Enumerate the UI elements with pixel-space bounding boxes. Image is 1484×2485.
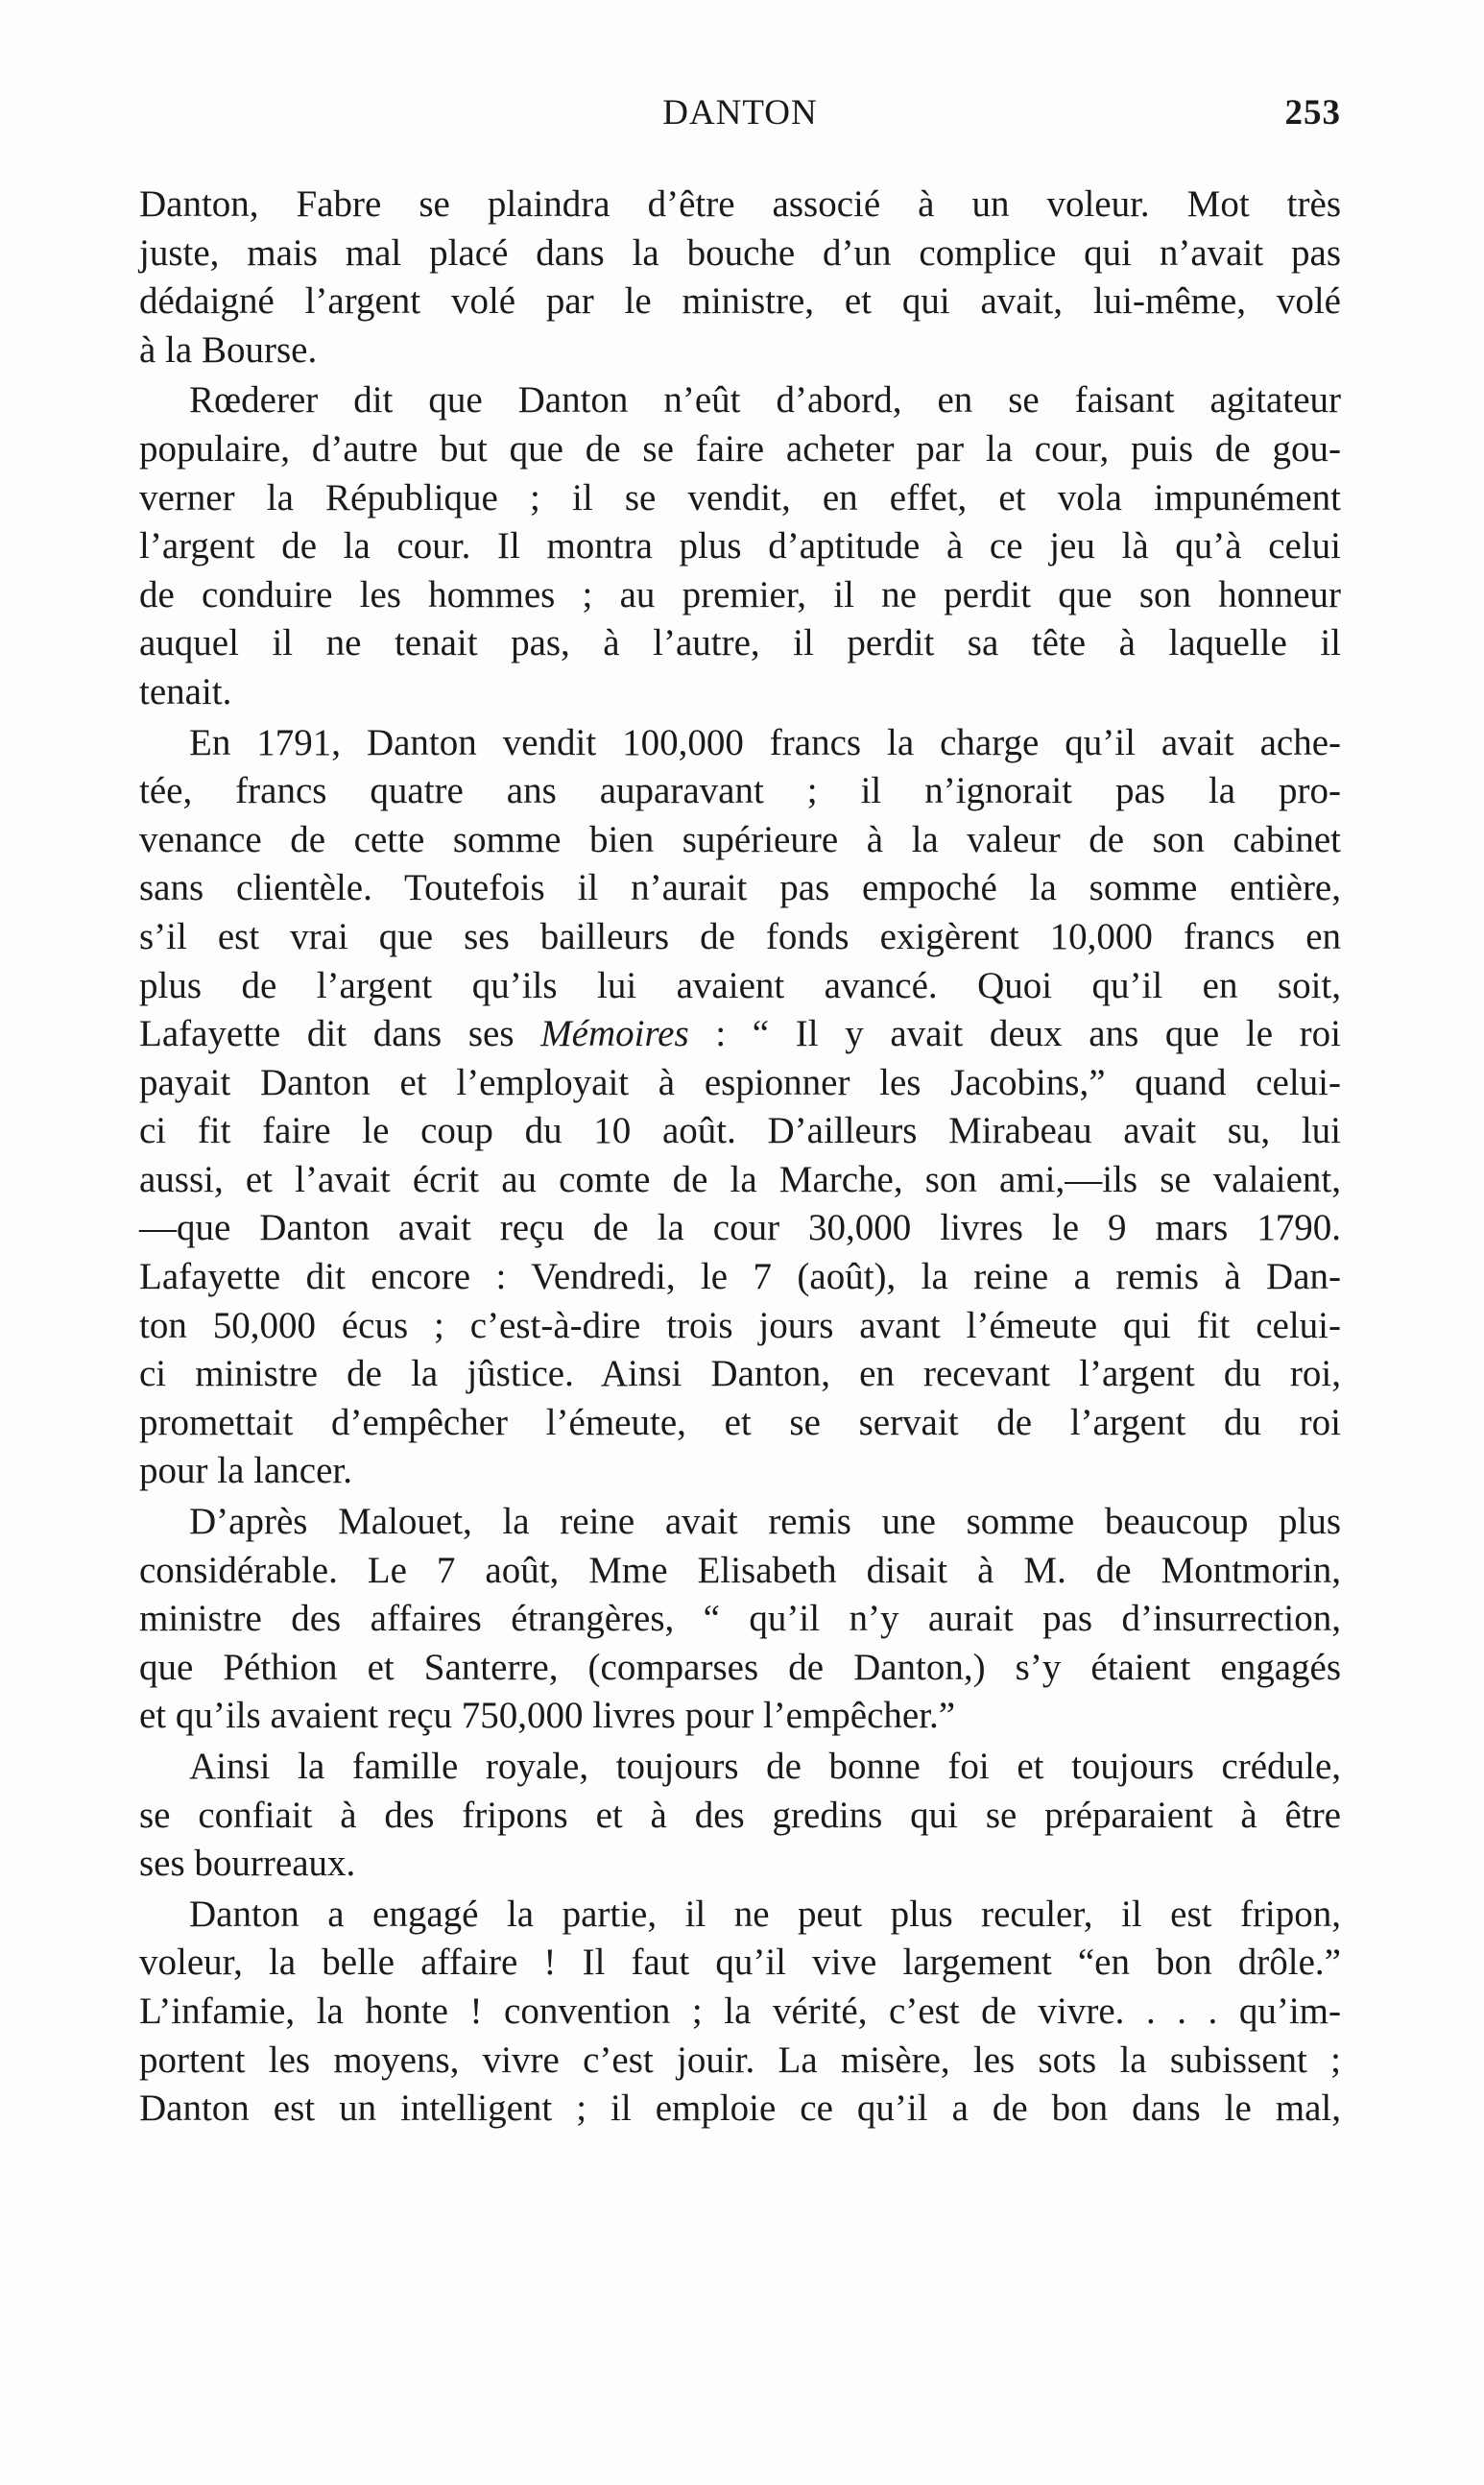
paragraph-3 [139,719,1341,1497]
text-line: promettait d’empêcher l’émeute, et se servait de l’argent du roi [139,1401,1341,1443]
text-line: à la Bourse. [139,328,318,371]
paragraph-5 [139,1743,1341,1889]
text-line: D’après Malouet, la reine avait remis une somme beaucoup plus [189,1501,1341,1543]
paragraph-1 [139,181,1341,374]
italic-title: Mémoires [540,1013,689,1055]
text-line: plus de l’argent qu’ils lui avaient avancé. Quoi qu’il en soit, [139,964,1341,1006]
text-segment: Lafayette dit dans ses [139,1013,541,1055]
text-line: dédaigné l’argent volé par le ministre, et qui avait, lui-même, volé [139,280,1341,323]
text-line: l’argent de la cour. Il montra plus d’aptitude à ce jeu là qu’à celui [139,525,1341,567]
running-title: DANTON [662,93,818,133]
text-line: Ainsi la famille royale, toujours de bonne foi et toujours crédule, [189,1746,1341,1787]
paragraph-4 [139,1498,1341,1741]
text-line: Danton, Fabre se plaindra d’être associé à un voleur. Mot très [139,183,1341,225]
text-line: auquel il ne tenait pas, à l’autre, il perdit sa tête à laquelle il [139,622,1341,664]
text-line: juste, mais mal placé dans la bouche d’un complice qui n’avait pas [139,231,1341,274]
text-line: Lafayette dit encore : Vendredi, le 7 (août), la reine a remis à Dan- [139,1256,1341,1298]
text-line-with-italic [139,1010,1341,1059]
text-line: ci ministre de la jûstice. Ainsi Danton, en recevant l’argent du roi, [139,1353,1341,1395]
text-line: payait Danton et l’employait à espionner les Jacobins,” quand celui- [139,1061,1341,1103]
body-text [139,181,1341,2135]
paragraph-2 [139,376,1341,716]
running-head [139,92,1341,144]
page-number: 253 [1284,93,1341,133]
text-line: aussi, et l’avait écrit au comte de la Marche, son ami,—ils se valaient, [139,1158,1341,1200]
text-line: se confiait à des fripons et à des gredins qui se préparaient à être [139,1794,1341,1836]
text-line: L’infamie, la honte ! convention ; la vérité, c’est de vivre. . . . qu’im- [139,1990,1341,2032]
text-line: venance de cette somme bien supérieure à la valeur de son cabinet [139,818,1341,860]
text-line: s’il est vrai que ses bailleurs de fonds exigèrent 10,000 francs en [139,915,1341,957]
text-line: ses bourreaux. [139,1843,356,1885]
text-line: Danton est un intelligent ; il emploie ce qu’il a de bon dans le mal, [139,2087,1341,2130]
text-line: Rœderer dit que Danton n’eût d’abord, en se faisant agitateur [189,379,1341,422]
text-line: de conduire les hommes ; au premier, il ne perdit que son honneur [139,573,1341,615]
text-line: ton 50,000 écus ; c’est-à-dire trois jours avant l’émeute qui fit celui- [139,1304,1341,1346]
paragraph-6 [139,1891,1341,2134]
text-line: ministre des affaires étrangères, “ qu’il n’y aurait pas d’insurrection, [139,1598,1341,1640]
text-line: populaire, d’autre but que de se faire acheter par la cour, puis de gou- [139,427,1341,470]
text-line: Danton a engagé la partie, il ne peut plus reculer, il est fripon, [189,1893,1341,1935]
text-line: voleur, la belle affaire ! Il faut qu’il vive largement “en bon drôle.” [139,1942,1341,1984]
text-segment: : “ Il y avait deux ans que le roi [688,1013,1342,1055]
text-line: ci fit faire le coup du 10 août. D’ailleurs Mirabeau avait su, lui [139,1110,1341,1152]
text-line: et qu’ils avaient reçu 750,000 livres pour l’empêcher.” [139,1695,956,1737]
text-line: portent les moyens, vivre c’est jouir. La misère, les sots la subissent ; [139,2039,1341,2081]
text-line: tenait. [139,670,232,712]
text-line: considérable. Le 7 août, Mme Elisabeth disait à M. de Montmorin, [139,1549,1341,1591]
text-line: verner la République ; il se vendit, en effet, et vola impunément [139,476,1341,519]
text-line: que Péthion et Santerre, (comparses de Danton,) s’y étaient engagés [139,1646,1341,1688]
text-line: sans clientèle. Toutefois il n’aurait pas empoché la somme entière, [139,867,1341,909]
text-line: pour la lancer. [139,1450,352,1492]
text-line: En 1791, Danton vendit 100,000 francs la charge qu’il avait ache- [189,721,1341,763]
text-line: —que Danton avait reçu de la cour 30,000 livres le 9 mars 1790. [139,1207,1341,1249]
text-line: tée, francs quatre ans auparavant ; il n’ignorait pas la pro- [139,770,1341,812]
